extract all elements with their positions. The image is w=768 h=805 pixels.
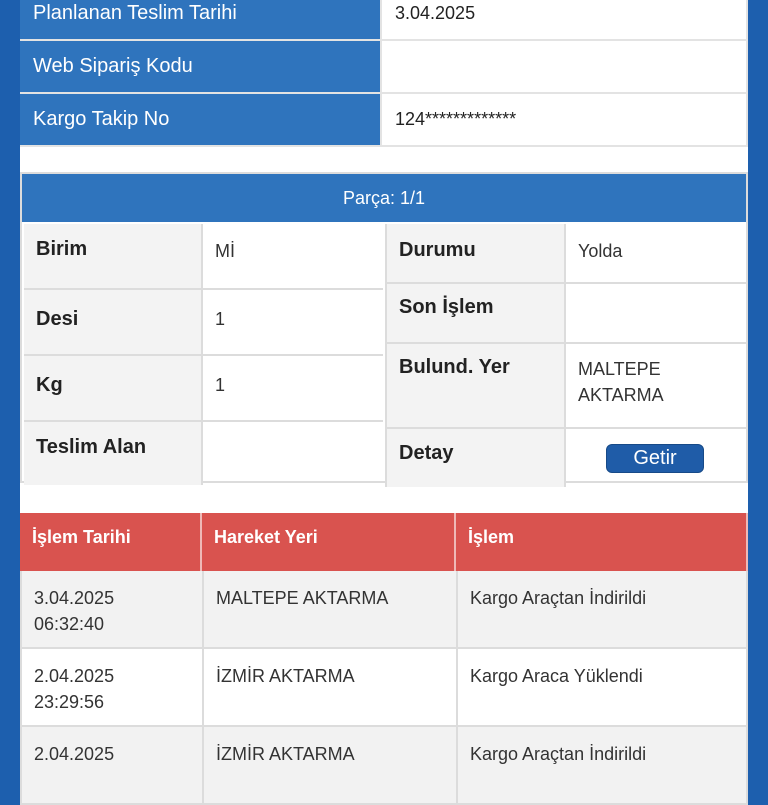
movement-table-header bbox=[20, 513, 748, 571]
row-time: 06:32:40 bbox=[34, 614, 105, 634]
info-row-delivery-date bbox=[20, 0, 748, 41]
row-action: Kargo Araçtan İndirildi bbox=[458, 727, 748, 803]
getir-button[interactable]: Getir bbox=[606, 444, 704, 473]
parcel-row-last-action bbox=[387, 284, 746, 344]
table-row bbox=[20, 649, 748, 727]
info-value: 124************* bbox=[382, 94, 748, 145]
parcel-row-received-by bbox=[24, 422, 383, 485]
parcel-value: MALTEPE AKTARMA bbox=[578, 359, 664, 405]
parcel-key: Durumu bbox=[387, 224, 566, 282]
parcel-key: Desi bbox=[24, 290, 203, 354]
header-movement-location: Hareket Yeri bbox=[202, 513, 456, 571]
parcel-key: Detay bbox=[387, 429, 566, 487]
parcel-right-column bbox=[385, 224, 746, 487]
row-date-cell bbox=[22, 727, 204, 803]
table-row bbox=[20, 571, 748, 649]
table-row bbox=[20, 727, 748, 805]
parcel-key: Kg bbox=[24, 356, 203, 420]
info-row-tracking-no bbox=[20, 94, 748, 147]
info-row-web-order-code bbox=[20, 41, 748, 94]
parcel-panel-title: Parça: 1/1 bbox=[22, 174, 746, 222]
parcel-left-column bbox=[24, 224, 383, 487]
info-label: Web Sipariş Kodu bbox=[20, 41, 382, 92]
info-label: Kargo Takip No bbox=[20, 94, 382, 145]
parcel-value: 1 bbox=[215, 375, 226, 395]
parcel-value: 1 bbox=[215, 309, 226, 329]
info-value bbox=[382, 41, 748, 92]
parcel-row-kg bbox=[24, 356, 383, 422]
parcel-value: Mİ bbox=[215, 241, 235, 261]
shipment-info-table bbox=[20, 0, 748, 147]
info-value: 3.04.2025 bbox=[382, 0, 748, 39]
parcel-value bbox=[203, 422, 383, 485]
row-date-cell bbox=[22, 649, 204, 725]
tracking-sheet bbox=[20, 0, 748, 768]
parcel-row-unit bbox=[24, 224, 383, 290]
parcel-key: Son İşlem bbox=[387, 284, 566, 342]
movement-table bbox=[20, 513, 748, 805]
parcel-key: Teslim Alan bbox=[24, 422, 203, 485]
row-date: 2.04.2025 bbox=[34, 744, 115, 764]
header-transaction-date: İşlem Tarihi bbox=[20, 513, 202, 571]
parcel-panel bbox=[20, 172, 748, 483]
parcel-row-status bbox=[387, 224, 746, 284]
row-place: MALTEPE AKTARMA bbox=[204, 571, 458, 647]
row-time: 23:29:56 bbox=[34, 692, 105, 712]
row-action: Kargo Araçtan İndirildi bbox=[458, 571, 748, 647]
header-action: İşlem bbox=[456, 513, 748, 571]
parcel-value bbox=[566, 429, 746, 487]
parcel-row-desi bbox=[24, 290, 383, 356]
row-date-cell bbox=[22, 571, 204, 647]
parcel-key: Bulund. Yer bbox=[387, 344, 566, 427]
parcel-value: Yolda bbox=[578, 241, 623, 261]
info-label: Planlanan Teslim Tarihi bbox=[20, 0, 382, 39]
row-action: Kargo Araca Yüklendi bbox=[458, 649, 748, 725]
row-date: 2.04.2025 bbox=[34, 666, 115, 686]
row-date: 3.04.2025 bbox=[34, 588, 115, 608]
row-place: İZMİR AKTARMA bbox=[204, 727, 458, 803]
parcel-key: Birim bbox=[24, 224, 203, 288]
row-place: İZMİR AKTARMA bbox=[204, 649, 458, 725]
parcel-value bbox=[566, 284, 746, 342]
parcel-row-detail bbox=[387, 429, 746, 487]
parcel-row-location bbox=[387, 344, 746, 429]
